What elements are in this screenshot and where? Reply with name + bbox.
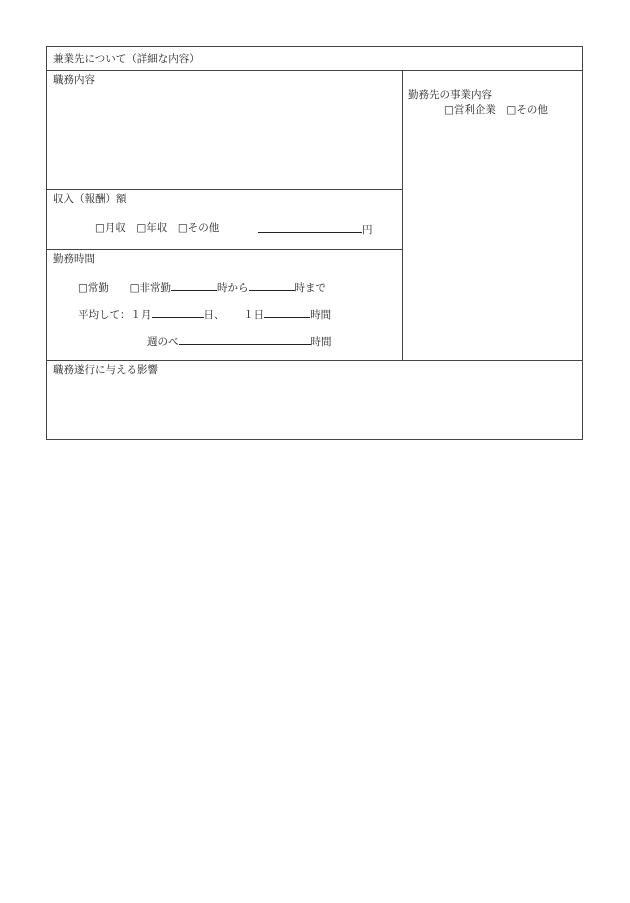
- hours-per-day-field[interactable]: [264, 307, 310, 318]
- hours-label: 勤務時間: [53, 253, 95, 265]
- weekly-hours-field[interactable]: [179, 334, 311, 345]
- hours-unit: 時間: [310, 309, 332, 321]
- income-unit: 円: [362, 224, 373, 236]
- impact-field[interactable]: [53, 379, 576, 435]
- weekly-prefix: 週のべ: [147, 336, 179, 348]
- hours-row: [78, 280, 326, 294]
- end-time-field[interactable]: [249, 280, 295, 291]
- duties-divider: [47, 189, 402, 190]
- days-per-month-field[interactable]: [152, 307, 204, 318]
- average-row: [78, 307, 331, 321]
- business-label: 勤務先の事業内容: [408, 89, 492, 101]
- side-job-details-form: [46, 46, 583, 440]
- business-options[interactable]: □営利企業 □その他: [444, 104, 548, 116]
- duties-field[interactable]: [53, 89, 398, 185]
- weekly-row: [147, 334, 332, 348]
- start-time-field[interactable]: [171, 280, 217, 291]
- regular-checkbox[interactable]: □常勤: [78, 282, 109, 294]
- form-title: 兼業先について（詳細な内容）: [53, 53, 200, 65]
- income-label: 収入（報酬）額: [53, 193, 127, 205]
- days-unit: 日、: [203, 309, 225, 321]
- income-divider: [47, 249, 402, 250]
- average-prefix: 平均して：１月: [78, 309, 152, 321]
- hours-from-text: 時から: [217, 282, 249, 294]
- hours-until-text: 時まで: [294, 282, 327, 294]
- income-amount-field[interactable]: [258, 222, 362, 233]
- duties-label: 職務内容: [53, 74, 95, 86]
- impact-divider: [47, 360, 582, 361]
- column-divider: [402, 70, 403, 360]
- income-options[interactable]: □月収 □年収 □その他: [95, 222, 220, 234]
- per-day-label: １日: [243, 309, 265, 321]
- impact-label: 職務遂行に与える影響: [53, 364, 158, 376]
- irregular-checkbox[interactable]: □非常勤: [129, 282, 172, 294]
- income-amount-row: [258, 222, 373, 236]
- weekly-unit: 時間: [310, 336, 332, 348]
- title-divider: [47, 70, 582, 71]
